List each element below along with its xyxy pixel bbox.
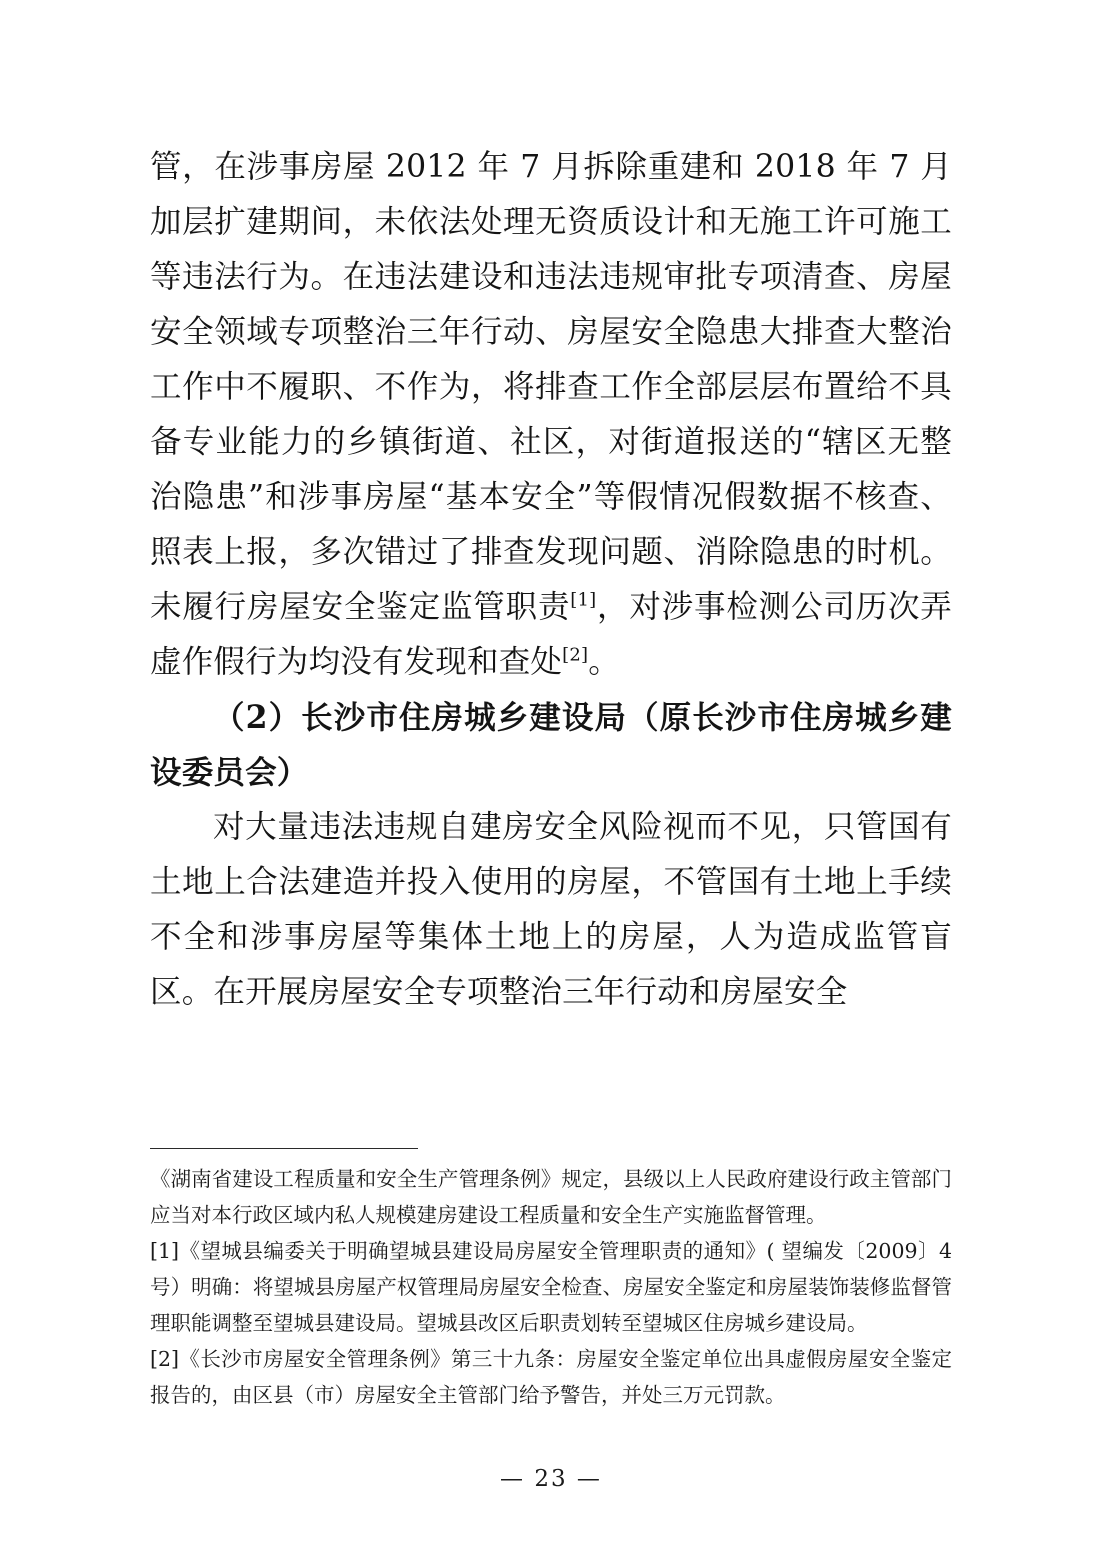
- footnote-area: [150, 1148, 952, 1413]
- paragraph-text-part-3: 。: [588, 644, 620, 680]
- footnote-marker-1[interactable]: [1]: [570, 589, 597, 611]
- paragraph-text-part-2: ，对涉事检测公司历次弄虚作假行为均没有发现和查处: [150, 589, 953, 680]
- footnote-separator-rule: [150, 1148, 418, 1149]
- footnote-item: [1]《望城县编委关于明确望城县建设局房屋安全管理职责的通知》( 望编发〔2009〕4 号）明确：将望城县房屋产权管理局房屋安全检查、房屋安全鉴定和房屋装饰装修监督管理职能调整至望城县建设局。望城县改区后职责划转至望城区住房城乡建设局。: [150, 1239, 952, 1335]
- footnote-list: [150, 1161, 952, 1413]
- paragraph-text-part-1: 管，在涉事房屋 2012 年 7 月拆除重建和 2018 年 7 月加层扩建期间，未依法处理无资质设计和无施工许可施工等违法行为。在违法建设和违法违规审批专项清查、房屋安全领域专项整治三年行动、房屋安全隐患大排查大整治工作中不履职、不作为，将排查工作全部层层布置给不具备专业能力的乡镇街道、社区，对街道报送的“辖区无整治隐患”和涉事房屋“基本安全”等假情况假数据不核查、照表上报，多次错过了排查发现问题、消除隐患的时机。未履行房屋安全鉴定监管职责: [150, 149, 952, 625]
- document-body: [150, 140, 952, 1020]
- footnote-marker-2[interactable]: [2]: [562, 644, 589, 666]
- page-number: — 23 —: [500, 1466, 602, 1492]
- section-heading-2: （2）长沙市住房城乡建设局（原长沙市住房城乡建设委员会）: [150, 699, 952, 791]
- footnote-item: 《湖南省建设工程质量和安全生产管理条例》规定，县级以上人民政府建设行政主管部门应当对本行政区域内私人规模建房建设工程质量和安全生产实施监督管理。: [150, 1167, 952, 1227]
- paragraph-section-body: 对大量违法违规自建房安全风险视而不见，只管国有土地上合法建造并投入使用的房屋，不管国有土地上手续不全和涉事房屋等集体土地上的房屋，人为造成监管盲区。在开展房屋安全专项整治三年行动和房屋安全: [150, 809, 952, 1010]
- footnote-item: [2]《长沙市房屋安全管理条例》第三十九条：房屋安全鉴定单位出具虚假房屋安全鉴定报告的，由区县（市）房屋安全主管部门给予警告，并处三万元罚款。: [150, 1347, 952, 1407]
- paragraph-continuation: [150, 140, 952, 690]
